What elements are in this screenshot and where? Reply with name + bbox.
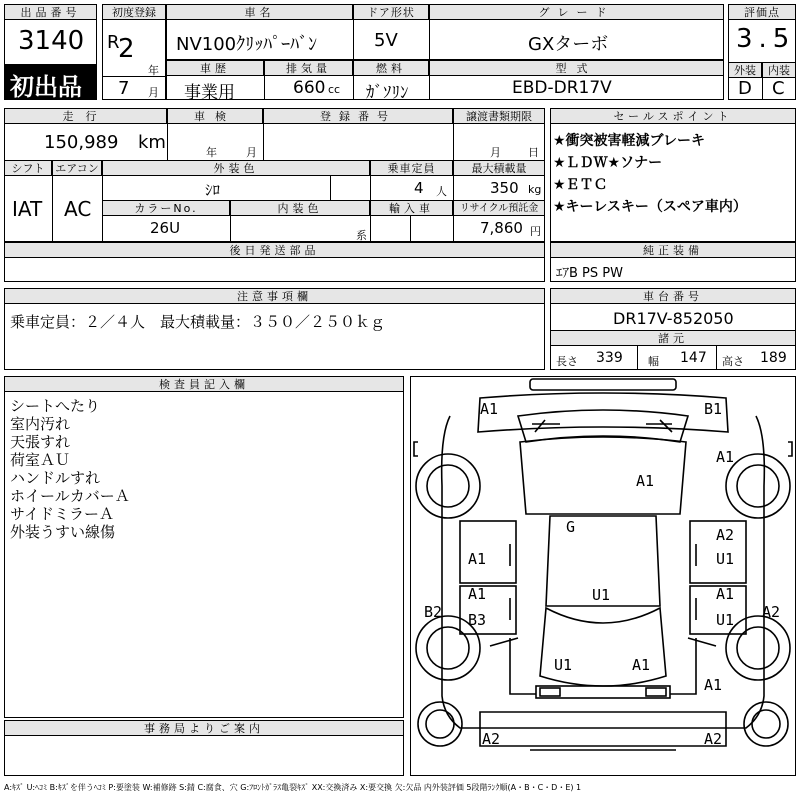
door-label: ドア形状: [353, 4, 429, 20]
mileage-label: 走行: [4, 108, 167, 124]
int-label: 内装: [762, 62, 796, 78]
capacity-unit: 人: [436, 185, 447, 198]
mileage-value: 150,989: [44, 132, 119, 153]
sales-points-label: セールスポイント: [550, 108, 796, 124]
displacement-value: 660: [293, 78, 326, 98]
sales-point-item: ★ＥＴＣ: [553, 177, 608, 193]
damage-code: A2: [762, 603, 781, 621]
ac-label: エアコン: [52, 160, 102, 176]
damage-code: A1: [480, 400, 499, 418]
length-label: 長さ: [556, 355, 578, 368]
damage-code: A1: [716, 585, 735, 603]
damage-code: G: [566, 518, 576, 536]
sales-point-item: ★ＬＤＷ★ソナー: [553, 155, 663, 171]
load-value: 350: [490, 179, 519, 197]
recycle-value: 7,860: [480, 219, 523, 237]
height-label: 高さ: [722, 355, 744, 368]
score-value: 3.5: [736, 24, 796, 54]
import-label: 輸入車: [370, 200, 453, 216]
damage-code: A2: [704, 730, 723, 748]
shift-label: シフト: [4, 160, 52, 176]
capacity-value: 4: [414, 179, 424, 197]
model-value: EBD-DR17V: [512, 78, 612, 98]
load-label: 最大積載量: [453, 160, 545, 176]
car-outline-drawing: [410, 376, 796, 776]
legend-text: A:ｷｽﾞ U:ﾍｺﾐ B:ｷｽﾞを伴うﾍｺﾐ P:要塗装 W:補修跡 S:錆 C:腐食、穴 G:ﾌﾛﾝﾄｶﾞﾗｽ亀裂ｷｽﾞ XX:交換済み X:要交換 欠:欠品 内外装評価 5段階ﾗﾝｸ順(A・B・C・D・E) 1: [4, 783, 582, 792]
interior-label: 内装色: [230, 200, 370, 216]
interior-unit: 系: [356, 229, 367, 242]
equipment-value: ｴｱB PS PW: [556, 266, 623, 281]
recycle-label: リサイクル預託金: [453, 200, 545, 216]
door-value: 5V: [374, 30, 398, 51]
chassis-label: 車台番号: [550, 288, 796, 304]
reg-era: R: [107, 32, 120, 53]
inspector-line: 天張すれ: [10, 433, 71, 451]
ext-label: 外装: [728, 62, 762, 78]
inspector-line: シートへたり: [10, 397, 101, 415]
color-value: ｼﾛ: [205, 181, 221, 199]
damage-code: A2: [716, 526, 735, 544]
lot-number: 3140: [18, 26, 85, 56]
damage-code: A1: [468, 585, 487, 603]
ext-value: D: [738, 78, 752, 99]
damage-code: B3: [468, 611, 487, 629]
color-label: 外装色: [102, 160, 370, 176]
later-parts-label: 後日発送部品: [4, 242, 545, 258]
colorno-label: カラーNo.: [102, 200, 230, 216]
damage-code: A1: [632, 656, 651, 674]
fuel-value: ｶﾞｿﾘﾝ: [366, 83, 409, 103]
damage-code: U1: [716, 550, 735, 568]
model-label: 型式: [429, 60, 724, 76]
int-value: C: [772, 78, 785, 99]
damage-code: B1: [704, 400, 723, 418]
reg-year: 2: [118, 34, 135, 64]
transfer-month-unit: 月: [490, 146, 501, 159]
transfer-label: 譲渡書類期限: [453, 108, 545, 124]
name-label: 車名: [166, 4, 353, 20]
capacity-label: 乗車定員: [370, 160, 453, 176]
damage-code: A1: [716, 448, 735, 466]
inspector-line: 室内汚れ: [10, 415, 71, 433]
reg-label: 初度登録: [102, 4, 166, 20]
damage-code: A1: [704, 676, 723, 694]
reg-month-unit: 月: [148, 86, 159, 99]
history-value: 事業用: [184, 83, 235, 103]
reg-year-unit: 年: [148, 64, 159, 77]
car-name: NV100ｸﾘｯﾊﾟｰﾊﾞﾝ: [176, 34, 318, 55]
inspector-line: 外装うすい線傷: [10, 523, 116, 541]
width-value: 147: [680, 350, 707, 366]
load-unit: kg: [528, 183, 542, 196]
first-listing-text: 初出品: [10, 73, 82, 101]
inspector-line: ホイールカバーＡ: [10, 487, 130, 505]
damage-code: B2: [424, 603, 443, 621]
office-label: 事務局よりご案内: [4, 720, 404, 736]
lot-label: 出品番号: [4, 4, 97, 20]
length-value: 339: [596, 350, 623, 366]
damage-code: A1: [636, 472, 655, 490]
inspection-month-unit: 月: [246, 146, 257, 159]
colorno-value: 26U: [150, 219, 181, 237]
regno-label: 登録番号: [263, 108, 453, 124]
shift-value: IAT: [12, 197, 43, 221]
history-label: 車歴: [166, 60, 264, 76]
mileage-unit: km: [138, 132, 166, 153]
inspection-label: 車検: [167, 108, 263, 124]
damage-code: U1: [554, 656, 573, 674]
recycle-unit: 円: [530, 225, 541, 238]
inspector-label: 検査員記入欄: [4, 376, 404, 392]
equipment-label: 純正装備: [550, 242, 796, 258]
inspector-line: サイドミラーＡ: [10, 505, 114, 523]
displacement-unit: cc: [328, 83, 341, 96]
damage-code: U1: [716, 611, 735, 629]
grade-value: GXターボ: [528, 34, 609, 55]
grade-label: グレード: [429, 4, 724, 20]
damage-code: A1: [468, 550, 487, 568]
damage-code: A2: [482, 730, 501, 748]
inspector-line: ハンドルすれ: [10, 469, 101, 487]
notes-label: 注意事項欄: [4, 288, 545, 304]
notes-text: 乗車定員：２／４人 最大積載量：３５０／２５０ｋｇ: [10, 313, 386, 331]
dims-label: 諸元: [550, 330, 796, 346]
sales-point-item: ★キーレスキー（スペア車内）: [553, 199, 747, 215]
width-label: 幅: [648, 355, 659, 368]
displacement-label: 排気量: [264, 60, 353, 76]
height-value: 189: [760, 350, 787, 366]
chassis-value: DR17V-852050: [613, 309, 734, 328]
inspector-line: 荷室ＡＵ: [10, 451, 71, 469]
sales-point-item: ★衝突被害軽減ブレーキ: [553, 133, 705, 149]
ac-value: AC: [64, 197, 92, 221]
score-label: 評価点: [728, 4, 796, 20]
reg-month: 7: [118, 78, 130, 99]
inspection-year-unit: 年: [206, 146, 217, 159]
transfer-day-unit: 日: [528, 146, 539, 159]
damage-code: U1: [592, 586, 611, 604]
fuel-label: 燃料: [353, 60, 429, 76]
